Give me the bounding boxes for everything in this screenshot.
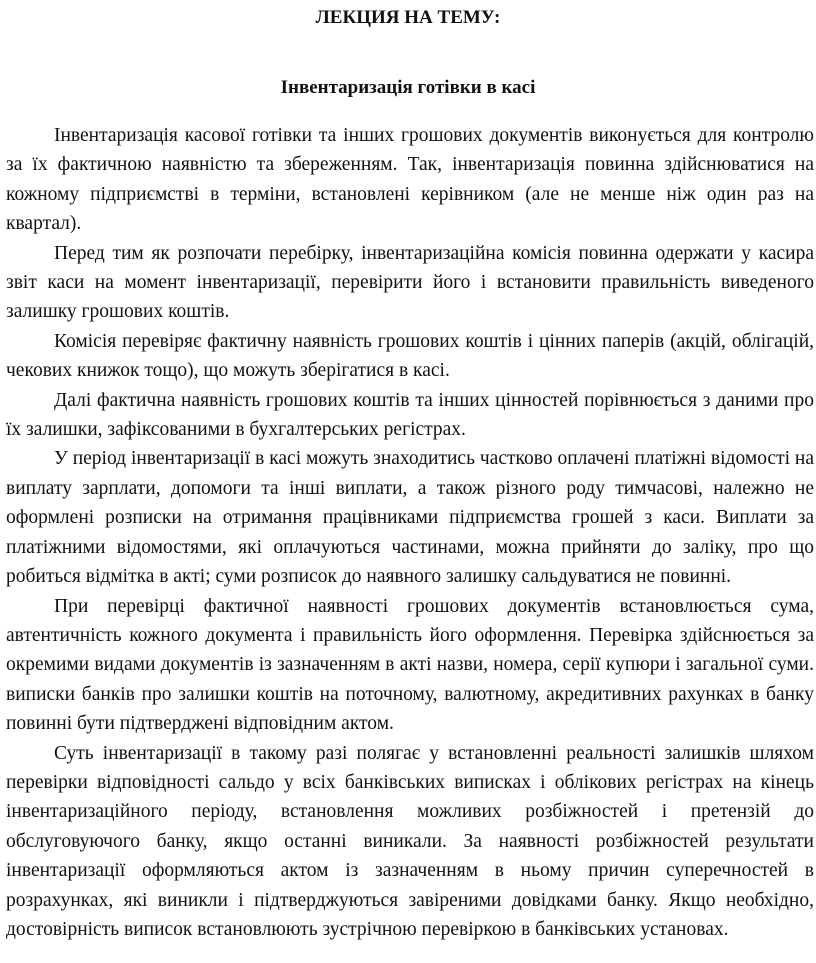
- paragraph: Комісія перевіряє фактичну наявність грошових коштів і цінних паперів (акцій, облігацій, чекових книжок тощо), що можуть зберігатися в касі.: [6, 330, 814, 382]
- paragraph: Інвентаризація касової готівки та інших грошових документів виконується для контролю за їх фактичною наявністю та збереженням. Так, інвентаризація повинна здійснюватися на кожному підприємстві в терміни, встановлені керівником (але не менше ніж один раз на квартал).: [6, 125, 814, 235]
- paragraph: При перевірці фактичної наявності грошових документів встановлюється сума, автентичність кожного документа і правильність його оформлення. Перевірка здійснюється за окремими видами документів із зазначенням в акті назви, номера, серії купюри і загальної суми. виписки банків про залишки коштів на поточному, валютному, акредитивних рахунках в банку повинні бути підтверджені відповідним актом.: [6, 595, 814, 735]
- lecture-heading: ЛЕКЦИЯ НА ТЕМУ:: [315, 7, 501, 28]
- paragraph: У період інвентаризації в касі можуть знаходитись частково оплачені платіжні відомості на виплату зарплати, допомоги та інші виплати, а також різного роду тимчасові, належно не оформлені розписки на отримання працівниками підприємства грошей з каси. Виплати за платіжними відомостями, які оплачуються частинами, можна прийняти до заліку, про що робиться відмітка в акті; суми розписок до наявного залишку сальдуватися не повинні.: [6, 448, 814, 588]
- paragraph: Далі фактична наявність грошових коштів та інших цінностей порівнюється з даними про їх залишки, зафіксованими в бухгалтерських регістрах.: [6, 389, 814, 441]
- paragraph: Перед тим як розпочати перебірку, інвентаризаційна комісія повинна одержати у касира звіт каси на момент інвентаризації, перевірити його і встановити правильність виведеного залишку грошових коштів.: [6, 242, 814, 323]
- body-text: [6, 121, 814, 944]
- topic-title: Інвентаризація готівки в касі: [280, 77, 536, 98]
- paragraph: Суть інвентаризації в такому разі полягає у встановленні реальності залишків шляхом перевірки відповідності сальдо у всіх банківських виписках і облікових регістрах на кінець інвентаризаційного періоду, встановлення можливих розбіжностей і претензій до обслуговуючого банку, якщо останні виникали. За наявності розбіжностей результати інвентаризації оформляються актом із зазначенням в ньому причин суперечностей в розрахунках, які виникли і підтверджуються завіреними довідками банку. Якщо необхідно, достовірність виписок встановлюють зустрічною перевіркою в банківських установах.: [6, 742, 814, 940]
